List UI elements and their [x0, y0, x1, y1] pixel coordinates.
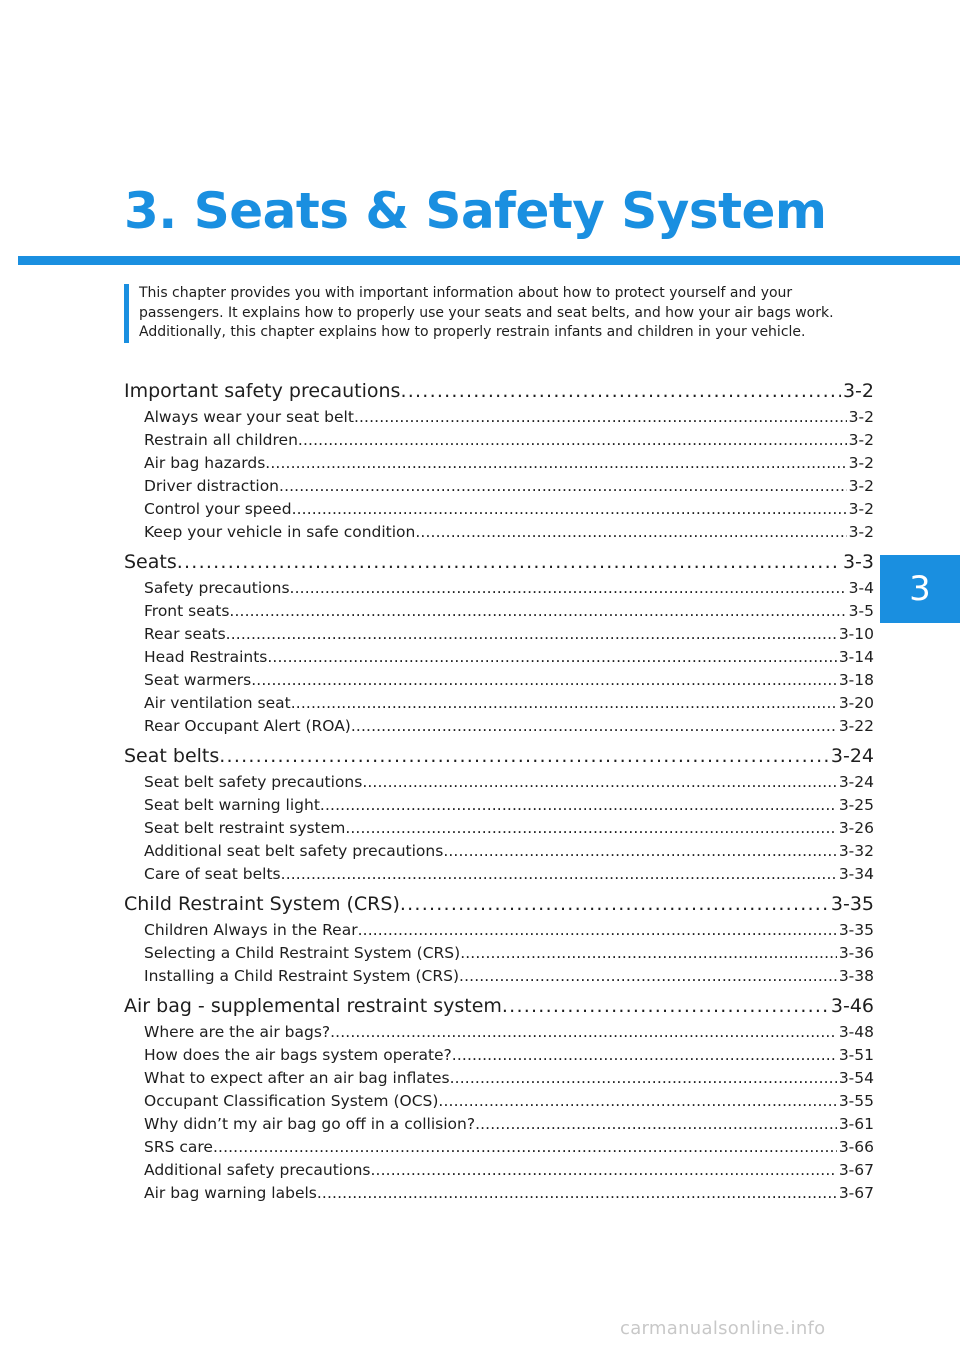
toc-section-heading-page: 3-2: [842, 380, 874, 402]
toc-section-heading-page: 3-24: [830, 745, 874, 767]
toc-section: [124, 547, 874, 738]
toc-entry[interactable]: [124, 1182, 874, 1205]
toc-entry-page: 3-22: [838, 717, 874, 735]
dot-leader: [371, 1159, 837, 1182]
toc-entry[interactable]: [124, 863, 874, 886]
dot-leader: [460, 942, 837, 965]
toc-entry[interactable]: [124, 498, 874, 521]
toc-entry-page: 3-67: [838, 1161, 874, 1179]
toc-section-heading-label: Child Restraint System (CRS): [124, 893, 400, 915]
toc-entry-label: SRS care: [144, 1138, 213, 1156]
dot-leader: [279, 475, 847, 498]
toc-entry-label: Additional safety precautions: [144, 1161, 371, 1179]
toc-entry-label: Seat belt restraint system: [144, 819, 346, 837]
dot-leader: [345, 817, 836, 840]
toc-entry[interactable]: [124, 965, 874, 988]
toc-entry[interactable]: [124, 1067, 874, 1090]
toc-section: [124, 376, 874, 544]
dot-leader: [415, 521, 846, 544]
dot-leader: [267, 646, 836, 669]
toc-section-heading-page: 3-35: [830, 893, 874, 915]
toc-entry[interactable]: [124, 475, 874, 498]
toc-entry-label: Selecting a Child Restraint System (CRS): [144, 944, 461, 962]
toc-section: [124, 741, 874, 886]
toc-entry-label: Installing a Child Restraint System (CRS): [144, 967, 460, 985]
dot-leader: [298, 429, 847, 452]
toc-entry-page: 3-2: [848, 431, 874, 449]
toc-entry[interactable]: [124, 715, 874, 738]
toc-entry-label: Where are the air bags?: [144, 1023, 331, 1041]
dot-leader: [317, 1182, 837, 1205]
dot-leader: [400, 376, 840, 406]
dot-leader: [502, 991, 829, 1021]
toc-entry-page: 3-2: [848, 500, 874, 518]
toc-entry[interactable]: [124, 429, 874, 452]
dot-leader: [292, 498, 847, 521]
dot-leader: [320, 794, 837, 817]
dot-leader: [354, 406, 847, 429]
chapter-tab[interactable]: 3: [880, 555, 960, 623]
toc-entry[interactable]: [124, 919, 874, 942]
chapter-intro: This chapter provides you with important information about how to protect yourself and your passengers. It explains how to properly use your seats and seat belts, and how your air bags work. Additionally, this chapter explains how to properly restrain infants and children in your vehicle.: [124, 284, 879, 343]
toc-entry[interactable]: [124, 1159, 874, 1182]
toc-entry-page: 3-20: [838, 694, 874, 712]
dot-leader: [177, 547, 841, 577]
toc-entry[interactable]: [124, 1021, 874, 1044]
toc-section-heading-label: Air bag - supplemental restraint system: [124, 995, 502, 1017]
dot-leader: [265, 452, 846, 475]
toc-entry-page: 3-26: [838, 819, 874, 837]
toc-entry-label: Control your speed: [144, 500, 292, 518]
toc-entry[interactable]: [124, 623, 874, 646]
toc-entry[interactable]: [124, 669, 874, 692]
toc-entry-label: Driver distraction: [144, 477, 280, 495]
toc-section-heading[interactable]: [124, 991, 874, 1021]
toc-entry[interactable]: [124, 771, 874, 794]
toc-entry-label: Seat belt safety precautions: [144, 773, 363, 791]
toc-entry-label: Care of seat belts: [144, 865, 281, 883]
toc-entry[interactable]: [124, 817, 874, 840]
toc-entry-page: 3-38: [838, 967, 874, 985]
toc-entry-label: Seat warmers: [144, 671, 252, 689]
toc-section-heading-page: 3-3: [842, 551, 874, 573]
watermark: carmanualsonline.info: [620, 1318, 826, 1339]
toc-entry-label: Air bag warning labels: [144, 1184, 317, 1202]
dot-leader: [400, 889, 829, 919]
dot-leader: [251, 669, 837, 692]
toc-entry-page: 3-67: [838, 1184, 874, 1202]
toc-entry-page: 3-35: [838, 921, 874, 939]
dot-leader: [475, 1113, 837, 1136]
toc-entry-label: Seat belt warning light: [144, 796, 320, 814]
toc-entry[interactable]: [124, 1090, 874, 1113]
toc-entry-label: Why didn’t my air bag go off in a collision?: [144, 1115, 476, 1133]
toc-entry[interactable]: [124, 692, 874, 715]
toc-entry-page: 3-4: [848, 579, 874, 597]
toc-entry-label: Head Restraints: [144, 648, 268, 666]
toc-entry-page: 3-14: [838, 648, 874, 666]
toc-entry[interactable]: [124, 1136, 874, 1159]
toc-entry-page: 3-2: [848, 408, 874, 426]
toc-entry[interactable]: [124, 600, 874, 623]
toc-section: [124, 889, 874, 988]
toc-entry-label: Keep your vehicle in safe condition: [144, 523, 416, 541]
toc-entry[interactable]: [124, 840, 874, 863]
toc-entry-page: 3-18: [838, 671, 874, 689]
dot-leader: [291, 692, 837, 715]
toc-entry-page: 3-2: [848, 523, 874, 541]
dot-leader: [213, 1136, 837, 1159]
toc-entry-page: 3-66: [838, 1138, 874, 1156]
toc-section-heading[interactable]: [124, 889, 874, 919]
toc-entry-label: Rear seats: [144, 625, 226, 643]
dot-leader: [330, 1021, 837, 1044]
dot-leader: [358, 919, 837, 942]
toc-section-heading-label: Seats: [124, 551, 177, 573]
toc-entry-label: Occupant Classification System (OCS): [144, 1092, 439, 1110]
toc-entry-page: 3-51: [838, 1046, 874, 1064]
toc-entry[interactable]: [124, 406, 874, 429]
dot-leader: [219, 741, 829, 771]
dot-leader: [438, 1090, 836, 1113]
toc-entry-page: 3-2: [848, 454, 874, 472]
dot-leader: [452, 1044, 837, 1067]
toc-section: [124, 991, 874, 1205]
toc-section-heading[interactable]: [124, 741, 874, 771]
toc-entry-label: Additional seat belt safety precautions: [144, 842, 444, 860]
toc-section-heading-label: Seat belts: [124, 745, 220, 767]
dot-leader: [281, 863, 837, 886]
toc-entry-label: Children Always in the Rear: [144, 921, 358, 939]
toc-entry-label: Rear Occupant Alert (ROA): [144, 717, 351, 735]
toc-entry-label: Always wear your seat belt: [144, 408, 354, 426]
toc-entry[interactable]: [124, 1113, 874, 1136]
dot-leader: [443, 840, 837, 863]
toc-entry-page: 3-55: [838, 1092, 874, 1110]
toc-entry-label: Restrain all children: [144, 431, 298, 449]
toc-entry[interactable]: [124, 521, 874, 544]
title-rule: [18, 256, 960, 265]
toc-entry-page: 3-36: [838, 944, 874, 962]
toc-entry-page: 3-10: [838, 625, 874, 643]
toc-entry[interactable]: [124, 577, 874, 600]
toc-entry-label: Safety precautions: [144, 579, 290, 597]
toc-section-heading[interactable]: [124, 376, 874, 406]
toc-entry-page: 3-54: [838, 1069, 874, 1087]
toc-entry-page: 3-25: [838, 796, 874, 814]
dot-leader: [351, 715, 837, 738]
toc-entry-page: 3-24: [838, 773, 874, 791]
toc-entry[interactable]: [124, 942, 874, 965]
toc-entry-page: 3-34: [838, 865, 874, 883]
toc-entry-page: 3-48: [838, 1023, 874, 1041]
toc-entry-label: Air ventilation seat: [144, 694, 291, 712]
toc-section-heading-label: Important safety precautions: [124, 380, 401, 402]
toc-entry[interactable]: [124, 452, 874, 475]
toc-section-heading-page: 3-46: [830, 995, 874, 1017]
toc-entry-label: How does the air bags system operate?: [144, 1046, 452, 1064]
toc-entry[interactable]: [124, 794, 874, 817]
toc-entry-label: Air bag hazards: [144, 454, 266, 472]
dot-leader: [362, 771, 836, 794]
toc-entry-page: 3-2: [848, 477, 874, 495]
toc-entry[interactable]: [124, 646, 874, 669]
dot-leader: [226, 623, 837, 646]
toc-section-heading[interactable]: [124, 547, 874, 577]
dot-leader: [290, 577, 847, 600]
chapter-title: 3. Seats & Safety System: [124, 182, 827, 240]
toc-entry-label: What to expect after an air bag inflates: [144, 1069, 450, 1087]
toc-entry-label: Front seats: [144, 602, 230, 620]
toc-entry-page: 3-5: [848, 602, 874, 620]
dot-leader: [229, 600, 846, 623]
toc-entry-page: 3-61: [838, 1115, 874, 1133]
dot-leader: [450, 1067, 837, 1090]
toc-entry[interactable]: [124, 1044, 874, 1067]
toc-entry-page: 3-32: [838, 842, 874, 860]
table-of-contents: [124, 376, 874, 1205]
dot-leader: [459, 965, 837, 988]
